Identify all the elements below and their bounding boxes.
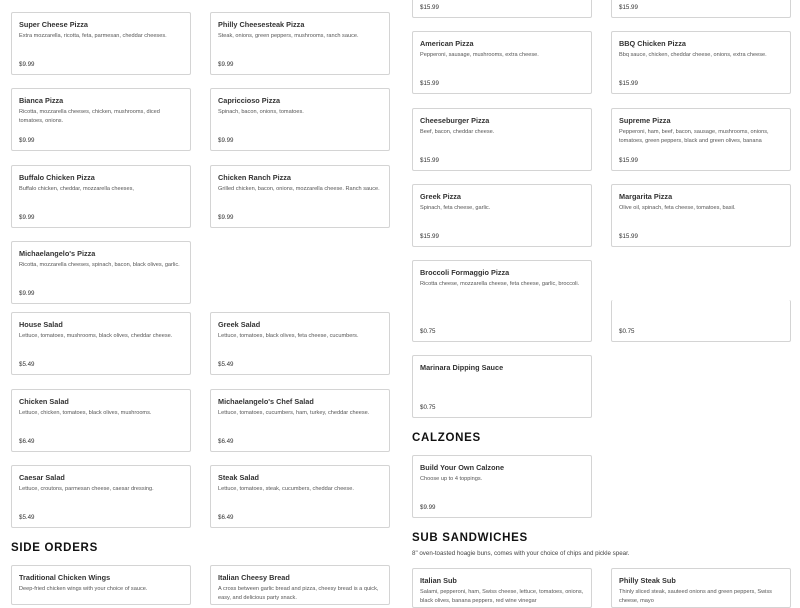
item-name: Traditional Chicken Wings bbox=[19, 573, 111, 582]
section-note-sub-sandwiches: 8" oven-toasted hoagie buns, comes with your choice of chips and pickle spear. bbox=[412, 550, 630, 557]
section-heading-sub-sandwiches: SUB SANDWICHES bbox=[412, 532, 528, 544]
menu-item-italian-cheesy-bread[interactable] bbox=[210, 565, 390, 605]
item-name: Michaelangelo's Pizza bbox=[19, 249, 96, 258]
menu-item-top-partial-right[interactable] bbox=[611, 0, 791, 18]
item-price: $9.99 bbox=[218, 137, 234, 144]
item-name: Greek Pizza bbox=[420, 192, 461, 201]
item-desc: Ricotta cheese, mozzarella cheese, feta cheese, garlic, broccoli. bbox=[420, 281, 580, 287]
item-desc: Extra mozzarella, ricotta, feta, parmesan, cheddar cheeses. bbox=[19, 33, 167, 39]
menu-item-caesar-salad[interactable] bbox=[11, 465, 191, 528]
item-price: $15.99 bbox=[420, 4, 439, 11]
menu-item-bbq-chicken-pizza[interactable] bbox=[611, 31, 791, 94]
item-name: Chicken Salad bbox=[19, 397, 69, 406]
item-desc: Lettuce, tomatoes, mushrooms, black olives, cheddar cheese. bbox=[19, 333, 173, 339]
menu-item-buffalo-chicken-pizza[interactable] bbox=[11, 165, 191, 228]
item-desc: Pepperoni, ham, beef, bacon, sausage, mushrooms, onions, tomatoes, green peppers, black and green olives, banana bbox=[619, 129, 769, 144]
item-desc: A cross between garlic bread and pizza, cheesy bread is a quick, easy, and delicious party snack. bbox=[218, 586, 379, 601]
item-price: $9.99 bbox=[218, 214, 234, 221]
menu-item-supreme-pizza[interactable] bbox=[611, 108, 791, 171]
item-price: $0.75 bbox=[619, 328, 635, 335]
item-desc: Choose up to 4 toppings. bbox=[420, 476, 483, 482]
menu-item-build-your-own-calzone[interactable] bbox=[412, 455, 592, 518]
menu-item-michaelangelos-pizza[interactable] bbox=[11, 241, 191, 304]
menu-item-house-salad[interactable] bbox=[11, 312, 191, 375]
item-name: Italian Cheesy Bread bbox=[218, 573, 290, 582]
item-price: $15.99 bbox=[619, 233, 638, 240]
item-desc: Olive oil, spinach, feta cheese, tomatoes, basil. bbox=[619, 205, 736, 211]
item-price: $9.99 bbox=[19, 214, 35, 221]
item-name: Build Your Own Calzone bbox=[420, 463, 505, 472]
item-price: $6.49 bbox=[218, 514, 234, 521]
item-name: Michaelangelo's Chef Salad bbox=[218, 397, 314, 406]
item-name: Philly Steak Sub bbox=[619, 576, 676, 585]
menu-item-chicken-ranch-pizza[interactable] bbox=[210, 165, 390, 228]
item-desc: Lettuce, chicken, tomatoes, black olives, mushrooms. bbox=[19, 410, 152, 416]
menu-item-traditional-chicken-wings[interactable] bbox=[11, 565, 191, 605]
item-desc: Lettuce, tomatoes, cucumbers, ham, turkey, cheddar cheese. bbox=[218, 410, 370, 416]
item-name: Italian Sub bbox=[420, 576, 457, 585]
item-name: House Salad bbox=[19, 320, 63, 329]
menu-item-super-cheese-pizza[interactable] bbox=[11, 12, 191, 75]
item-price: $0.75 bbox=[420, 328, 436, 335]
menu-item-american-pizza[interactable] bbox=[412, 31, 592, 94]
item-name: Steak Salad bbox=[218, 473, 259, 482]
menu-item-chicken-salad[interactable] bbox=[11, 389, 191, 452]
item-price: $6.49 bbox=[19, 438, 35, 445]
item-price: $15.99 bbox=[619, 80, 638, 87]
menu-item-italian-sub[interactable] bbox=[412, 568, 592, 608]
item-price: $9.99 bbox=[218, 61, 234, 68]
item-desc: Lettuce, croutons, parmesan cheese, caesar dressing. bbox=[19, 486, 154, 492]
item-name: Chicken Ranch Pizza bbox=[218, 173, 291, 182]
item-name: Greek Salad bbox=[218, 320, 261, 329]
item-name: Super Cheese Pizza bbox=[19, 20, 88, 29]
item-price: $15.99 bbox=[420, 157, 439, 164]
item-price: $15.99 bbox=[420, 233, 439, 240]
item-desc: Lettuce, tomatoes, black olives, feta cheese, cucumbers. bbox=[218, 333, 359, 339]
item-name: Supreme Pizza bbox=[619, 116, 671, 125]
item-price: $9.99 bbox=[19, 137, 35, 144]
item-desc: Grilled chicken, bacon, onions, mozzarella cheese. Ranch sauce. bbox=[218, 186, 380, 192]
item-price: $9.99 bbox=[19, 290, 35, 297]
item-name: Broccoli Formaggio Pizza bbox=[420, 268, 510, 277]
item-price: $5.49 bbox=[218, 361, 234, 368]
item-desc: Deep-fried chicken wings with your choice of sauce. bbox=[19, 586, 148, 592]
item-name: Cheeseburger Pizza bbox=[420, 116, 490, 125]
item-price: $6.49 bbox=[218, 438, 234, 445]
menu-item-cheeseburger-pizza[interactable] bbox=[412, 108, 592, 171]
item-name: Bianca Pizza bbox=[19, 96, 64, 105]
item-name: Philly Cheesesteak Pizza bbox=[218, 20, 305, 29]
menu-item-philly-steak-sub[interactable] bbox=[611, 568, 791, 608]
item-price: $5.49 bbox=[19, 361, 35, 368]
item-name: Buffalo Chicken Pizza bbox=[19, 173, 95, 182]
item-name: BBQ Chicken Pizza bbox=[619, 39, 686, 48]
item-name: Caesar Salad bbox=[19, 473, 65, 482]
item-desc: Ricotta, mozzarella cheeses, chicken, mushrooms, diced tomatoes, onions. bbox=[19, 109, 160, 124]
item-price: $0.75 bbox=[420, 404, 436, 411]
item-desc: Spinach, feta cheese, garlic. bbox=[420, 205, 491, 211]
menu-item-marinara-dipping-sauce[interactable] bbox=[412, 355, 592, 418]
item-desc: Thinly sliced steak, sauteed onions and green peppers, Swiss cheese, mayo bbox=[619, 589, 772, 604]
menu-item-capriccioso-pizza[interactable] bbox=[210, 88, 390, 151]
menu-item-margarita-pizza[interactable] bbox=[611, 184, 791, 247]
item-price: $15.99 bbox=[619, 4, 638, 11]
item-desc: Beef, bacon, cheddar cheese. bbox=[420, 129, 495, 135]
item-desc: Bbq sauce, chicken, cheddar cheese, onions, extra cheese. bbox=[619, 52, 767, 58]
menu-item-top-partial[interactable] bbox=[412, 0, 592, 18]
item-desc: Ricotta, mozzarella cheeses, spinach, bacon, black olives, garlic. bbox=[19, 262, 180, 268]
menu-item-broccoli-formaggio-pizza[interactable] bbox=[412, 260, 592, 342]
item-name: Marinara Dipping Sauce bbox=[420, 363, 504, 372]
menu-item-greek-salad[interactable] bbox=[210, 312, 390, 375]
item-price: $15.99 bbox=[619, 157, 638, 164]
item-price: $9.99 bbox=[420, 504, 436, 511]
menu-item-steak-salad[interactable] bbox=[210, 465, 390, 528]
item-desc: Buffalo chicken, cheddar, mozzarella cheeses, bbox=[19, 186, 134, 192]
item-desc: Steak, onions, green peppers, mushrooms, ranch sauce. bbox=[218, 33, 359, 39]
menu-item-philly-cheesesteak-pizza[interactable] bbox=[210, 12, 390, 75]
menu-item-michaelangelos-chef-salad[interactable] bbox=[210, 389, 390, 452]
item-desc: Lettuce, tomatoes, steak, cucumbers, cheddar cheese. bbox=[218, 486, 354, 492]
item-name: Margarita Pizza bbox=[619, 192, 673, 201]
item-price: $9.99 bbox=[19, 61, 35, 68]
item-desc: Spinach, bacon, onions, tomatoes. bbox=[218, 109, 304, 115]
menu-item-greek-pizza[interactable] bbox=[412, 184, 592, 247]
item-desc: Pepperoni, sausage, mushrooms, extra cheese. bbox=[420, 52, 539, 58]
menu-item-bianca-pizza[interactable] bbox=[11, 88, 191, 151]
section-heading-calzones: CALZONES bbox=[412, 432, 481, 444]
item-name: Capriccioso Pizza bbox=[218, 96, 281, 105]
item-desc: Salami, pepperoni, ham, Swiss cheese, lettuce, tomatoes, onions, black olives, banana peppers, red wine vinegar bbox=[420, 589, 584, 604]
item-price: $15.99 bbox=[420, 80, 439, 87]
item-price: $5.49 bbox=[19, 514, 35, 521]
item-name: American Pizza bbox=[420, 39, 474, 48]
menu-item-right-extra[interactable] bbox=[611, 300, 791, 342]
section-heading-side-orders: SIDE ORDERS bbox=[11, 542, 98, 554]
